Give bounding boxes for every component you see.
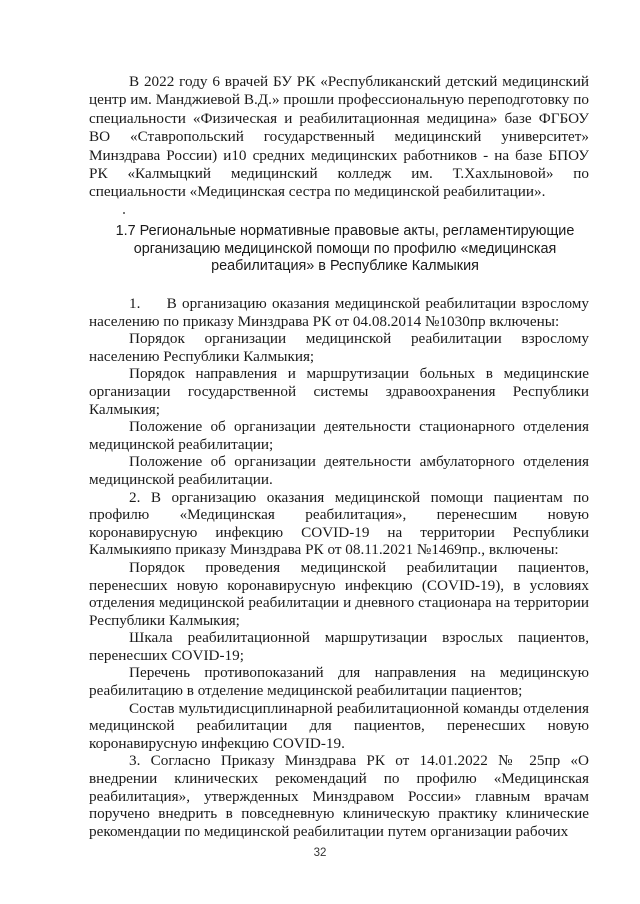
page-number: 32	[313, 847, 327, 859]
paragraph-7: Порядок проведения медицинской реабилитации пациентов, перенесших новую коронавирусную инфекцию (COVID-19), в условиях отделения медицинской реабилитации и дневного стационара на территории Республики Калмыкия;	[89, 558, 589, 629]
intro-section	[89, 73, 589, 202]
scan-speck	[123, 212, 125, 214]
paragraph-1: 1. В организацию оказания медицинской реабилитации взрослому населению по приказу Минздрава РК от 04.08.2014 №1030пр включены:	[89, 295, 589, 330]
paragraph-5: Положение об организации деятельности амбулаторного отделения медицинской реабилитации.	[89, 453, 589, 488]
paragraph-3: Порядок направления и маршрутизации больных в медицинские организации государственной системы здравоохранения Республики Калмыкия;	[89, 365, 589, 418]
main-section	[89, 295, 589, 840]
intro-paragraph: В 2022 году 6 врачей БУ РК «Республиканский детский медицинский центр им. Манджиевой В.Д.» прошли профессиональную переподготовку по специальности «Физическая и реабилитационная медицина» базе ФГБОУ ВО «Ставропольский государственный медицинский университет» Минздрава России) и10 средних медицинских работников - на базе БПОУ РК «Калмыцкий медицинский колледж им. Т.Хахлыновой» по специальности «Медицинская сестра по медицинской реабилитации».	[89, 73, 589, 201]
paragraph-2: Порядок организации медицинской реабилитации взрослому населению Республики Калмыкия;	[89, 330, 589, 365]
paragraph-4: Положение об организации деятельности стационарного отделения медицинской реабилитации;	[89, 418, 589, 453]
paragraph-6: 2. В организацию оказания медицинской помощи пациентам по профилю «Медицинская реабилитация», перенесшим новую коронавирусную инфекцию COVID-19 на территории Республики Калмыкияпо приказу Минздрава РК от 08.11.2021 №1469пр., включены:	[89, 488, 589, 559]
paragraph-10: Состав мультидисциплинарной реабилитационной команды отделения медицинской реабилитации для пациентов, перенесших новую коронавирусную инфекцию COVID-19.	[89, 699, 589, 752]
paragraph-8: Шкала реабилитационной маршрутизации взрослых пациентов, перенесших COVID-19;	[89, 629, 589, 664]
paragraph-9: Перечень противопоказаний для направления на медицинскую реабилитацию в отделение медицинской реабилитации пациентов;	[89, 664, 589, 700]
section-heading: 1.7 Региональные нормативные правовые акты, регламентирующие организацию медицинской помощи по профилю «медицинская реабилитация» в Республике Калмыкия	[115, 223, 575, 275]
paragraph-11: 3. Согласно Приказу Минздрава РК от 14.01.2022 № 25пр «О внедрении клинических рекомендаций по профилю «Медицинская реабилитация», утвержденных Минздравом России» главным врачам поручено внедрить в повседневную клиническую практику клинические рекомендации по медицинской реабилитации путем организации рабочих	[89, 752, 589, 840]
